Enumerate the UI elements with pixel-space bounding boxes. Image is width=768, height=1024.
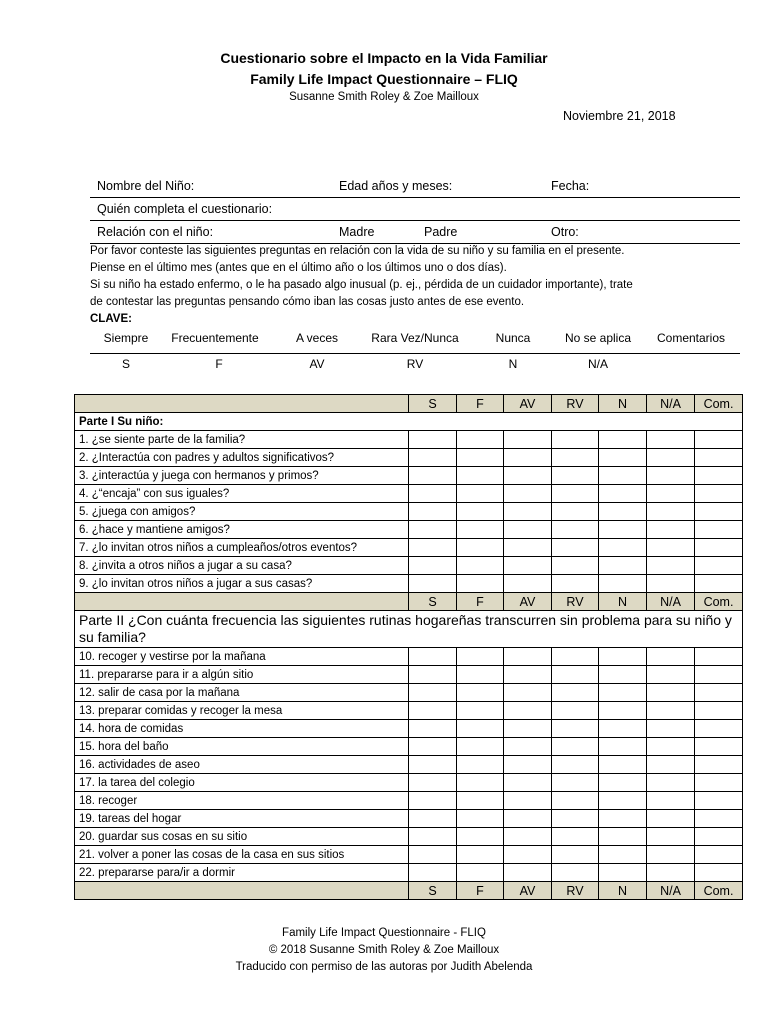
key-codes-row xyxy=(90,357,740,375)
section-title: Parte I Su niño: xyxy=(75,413,743,431)
instruction-line: Por favor conteste las siguientes preguntas en relación con la vida de su niño y su familia en el presente. xyxy=(90,245,625,257)
answer-cell[interactable] xyxy=(599,449,647,467)
answer-cell[interactable] xyxy=(599,521,647,539)
answer-cell[interactable] xyxy=(552,521,599,539)
question-row xyxy=(75,756,743,774)
answer-cell[interactable] xyxy=(599,575,647,593)
answer-cell[interactable] xyxy=(457,828,504,846)
question-row xyxy=(75,431,743,449)
answer-cell[interactable] xyxy=(457,756,504,774)
answer-cell[interactable] xyxy=(599,485,647,503)
answer-cell[interactable] xyxy=(647,810,695,828)
answer-cell[interactable] xyxy=(504,485,552,503)
key-code: F xyxy=(215,357,223,371)
answer-cell[interactable] xyxy=(457,485,504,503)
key-divider xyxy=(90,353,740,354)
answer-cell[interactable] xyxy=(409,774,457,792)
column-header-na: N/A xyxy=(647,882,695,900)
answer-cell[interactable] xyxy=(599,846,647,864)
column-header-s: S xyxy=(409,395,457,413)
key-code: AV xyxy=(309,357,325,371)
answer-cell[interactable] xyxy=(504,503,552,521)
question-text: 7. ¿lo invitan otros niños a cumpleaños/otros eventos? xyxy=(75,539,409,557)
footer-translation: Traducido con permiso de las autoras por Judith Abelenda xyxy=(235,961,533,973)
column-header-s: S xyxy=(409,882,457,900)
column-header-av: AV xyxy=(504,882,552,900)
answer-cell[interactable] xyxy=(409,503,457,521)
key-name: Rara Vez/Nunca xyxy=(371,331,459,345)
question-row xyxy=(75,738,743,756)
answer-cell[interactable] xyxy=(504,467,552,485)
question-text: 16. actividades de aseo xyxy=(75,756,409,774)
question-text: 18. recoger xyxy=(75,792,409,810)
answer-cell[interactable] xyxy=(409,467,457,485)
answer-cell[interactable] xyxy=(409,557,457,575)
answer-cell[interactable] xyxy=(409,575,457,593)
answer-cell[interactable] xyxy=(647,539,695,557)
answer-cell[interactable] xyxy=(457,575,504,593)
father-option: Padre xyxy=(424,225,458,239)
answer-cell[interactable] xyxy=(599,648,647,666)
answer-cell[interactable] xyxy=(695,521,743,539)
answer-cell[interactable] xyxy=(552,684,599,702)
answer-cell[interactable] xyxy=(552,485,599,503)
answer-cell[interactable] xyxy=(695,539,743,557)
question-text: 6. ¿hace y mantiene amigos? xyxy=(75,521,409,539)
column-header-com: Com. xyxy=(695,395,743,413)
questionnaire-table xyxy=(74,394,743,900)
answer-cell[interactable] xyxy=(552,557,599,575)
answer-cell[interactable] xyxy=(504,792,552,810)
question-row xyxy=(75,810,743,828)
instruction-line: Piense en el último mes (antes que en el último año o los últimos uno o dos días). xyxy=(90,262,507,274)
answer-cell[interactable] xyxy=(647,828,695,846)
answer-cell[interactable] xyxy=(409,666,457,684)
answer-cell[interactable] xyxy=(647,575,695,593)
answer-cell[interactable] xyxy=(552,702,599,720)
header-spacer xyxy=(75,882,409,900)
question-text: 13. preparar comidas y recoger la mesa xyxy=(75,702,409,720)
answer-cell[interactable] xyxy=(599,720,647,738)
question-text: 10. recoger y vestirse por la mañana xyxy=(75,648,409,666)
form-row-relation xyxy=(90,221,740,244)
title-spanish: Cuestionario sobre el Impacto en la Vida Familiar xyxy=(220,50,548,66)
column-header-av: AV xyxy=(504,593,552,611)
answer-cell[interactable] xyxy=(552,792,599,810)
instruction-line: Si su niño ha estado enfermo, o le ha pasado algo inusual (p. ej., pérdida de un cuidador importante), trate xyxy=(90,279,633,291)
answer-cell[interactable] xyxy=(695,810,743,828)
answer-cell[interactable] xyxy=(457,810,504,828)
answer-cell[interactable] xyxy=(599,431,647,449)
answer-cell[interactable] xyxy=(504,738,552,756)
question-text: 20. guardar sus cosas en su sitio xyxy=(75,828,409,846)
question-text: 1. ¿se siente parte de la familia? xyxy=(75,431,409,449)
answer-cell[interactable] xyxy=(504,449,552,467)
question-text: 22. prepararse para/ir a dormir xyxy=(75,864,409,882)
column-header-n: N xyxy=(599,395,647,413)
answer-cell[interactable] xyxy=(647,521,695,539)
footer xyxy=(0,925,768,976)
question-row xyxy=(75,828,743,846)
answer-cell[interactable] xyxy=(457,684,504,702)
answer-cell[interactable] xyxy=(457,521,504,539)
question-text: 21. volver a poner las cosas de la casa en sus sitios xyxy=(75,846,409,864)
answer-cell[interactable] xyxy=(695,449,743,467)
relation-label: Relación con el niño: xyxy=(97,225,214,239)
footer-copyright: © 2018 Susanne Smith Roley & Zoe Mailloux xyxy=(268,944,500,956)
question-row xyxy=(75,449,743,467)
answer-cell[interactable] xyxy=(457,648,504,666)
answer-cell[interactable] xyxy=(409,792,457,810)
completed-by-label: Quién completa el cuestionario: xyxy=(97,202,273,216)
answer-cell[interactable] xyxy=(457,738,504,756)
column-header-rv: RV xyxy=(552,395,599,413)
answer-cell[interactable] xyxy=(647,846,695,864)
question-text: 12. salir de casa por la mañana xyxy=(75,684,409,702)
answer-cell[interactable] xyxy=(647,503,695,521)
answer-cell[interactable] xyxy=(647,557,695,575)
question-row xyxy=(75,864,743,882)
answer-cell[interactable] xyxy=(647,666,695,684)
column-header-f: F xyxy=(457,395,504,413)
header-spacer xyxy=(75,395,409,413)
answer-cell[interactable] xyxy=(695,774,743,792)
answer-cell[interactable] xyxy=(552,720,599,738)
question-row xyxy=(75,702,743,720)
answer-cell[interactable] xyxy=(457,467,504,485)
answer-cell[interactable] xyxy=(457,449,504,467)
answer-cell[interactable] xyxy=(409,756,457,774)
answer-cell[interactable] xyxy=(552,539,599,557)
header-spacer xyxy=(75,593,409,611)
answer-cell[interactable] xyxy=(552,846,599,864)
answer-cell[interactable] xyxy=(409,702,457,720)
answer-cell[interactable] xyxy=(504,756,552,774)
answer-cell[interactable] xyxy=(647,792,695,810)
answer-cell[interactable] xyxy=(599,539,647,557)
answer-cell[interactable] xyxy=(504,774,552,792)
answer-cell[interactable] xyxy=(504,539,552,557)
answer-cell[interactable] xyxy=(647,864,695,882)
answer-cell[interactable] xyxy=(695,828,743,846)
other-option: Otro: xyxy=(551,225,579,239)
answer-cell[interactable] xyxy=(552,774,599,792)
answer-cell[interactable] xyxy=(457,846,504,864)
form-fields xyxy=(90,175,740,244)
question-row xyxy=(75,846,743,864)
key-name: Nunca xyxy=(495,331,531,345)
answer-cell[interactable] xyxy=(409,864,457,882)
key-name: Comentarios xyxy=(656,331,726,345)
answer-cell[interactable] xyxy=(409,539,457,557)
answer-cell[interactable] xyxy=(647,431,695,449)
answer-cell[interactable] xyxy=(552,864,599,882)
answer-cell[interactable] xyxy=(504,828,552,846)
answer-cell[interactable] xyxy=(647,774,695,792)
answer-cell[interactable] xyxy=(647,684,695,702)
answer-cell[interactable] xyxy=(409,648,457,666)
question-text: 14. hora de comidas xyxy=(75,720,409,738)
answer-cell[interactable] xyxy=(599,756,647,774)
answer-cell[interactable] xyxy=(457,666,504,684)
answer-cell[interactable] xyxy=(409,684,457,702)
question-text: 9. ¿lo invitan otros niños a jugar a sus casas? xyxy=(75,575,409,593)
answer-cell[interactable] xyxy=(409,431,457,449)
question-row xyxy=(75,575,743,593)
answer-cell[interactable] xyxy=(552,575,599,593)
column-header-com: Com. xyxy=(695,882,743,900)
question-text: 17. la tarea del colegio xyxy=(75,774,409,792)
answer-cell[interactable] xyxy=(504,702,552,720)
answer-cell[interactable] xyxy=(504,557,552,575)
answer-cell[interactable] xyxy=(695,846,743,864)
answer-cell[interactable] xyxy=(647,467,695,485)
answer-cell[interactable] xyxy=(695,720,743,738)
instruction-line: de contestar las preguntas pensando cómo iban las cosas justo antes de ese evento. xyxy=(90,296,525,308)
answer-cell[interactable] xyxy=(552,648,599,666)
question-text: 19. tareas del hogar xyxy=(75,810,409,828)
column-header-av: AV xyxy=(504,395,552,413)
answer-cell[interactable] xyxy=(599,738,647,756)
answer-cell[interactable] xyxy=(552,449,599,467)
answer-cell[interactable] xyxy=(552,756,599,774)
answer-cell[interactable] xyxy=(599,684,647,702)
section-title-row xyxy=(75,611,743,648)
child-name-label: Nombre del Niño: xyxy=(97,179,195,193)
question-row xyxy=(75,792,743,810)
answer-cell[interactable] xyxy=(409,449,457,467)
answer-cell[interactable] xyxy=(457,539,504,557)
answer-cell[interactable] xyxy=(457,720,504,738)
answer-cell[interactable] xyxy=(695,431,743,449)
section-title-row xyxy=(75,413,743,431)
answer-cell[interactable] xyxy=(599,503,647,521)
answer-cell[interactable] xyxy=(409,846,457,864)
answer-cell[interactable] xyxy=(552,810,599,828)
authors: Susanne Smith Roley & Zoe Mailloux xyxy=(289,91,479,103)
answer-cell[interactable] xyxy=(504,648,552,666)
answer-cell[interactable] xyxy=(599,828,647,846)
document-date: Noviembre 21, 2018 xyxy=(563,109,676,123)
answer-cell[interactable] xyxy=(695,666,743,684)
answer-cell[interactable] xyxy=(504,810,552,828)
answer-cell[interactable] xyxy=(504,521,552,539)
answer-cell[interactable] xyxy=(599,467,647,485)
footer-title: Family Life Impact Questionnaire - FLIQ xyxy=(282,927,486,939)
question-text: 4. ¿“encaja” con sus iguales? xyxy=(75,485,409,503)
answer-cell[interactable] xyxy=(504,575,552,593)
answer-cell[interactable] xyxy=(647,756,695,774)
answer-cell[interactable] xyxy=(504,431,552,449)
question-row xyxy=(75,684,743,702)
answer-cell[interactable] xyxy=(695,485,743,503)
answer-cell[interactable] xyxy=(695,575,743,593)
column-header-row xyxy=(75,882,743,900)
question-row xyxy=(75,485,743,503)
age-label: Edad años y meses: xyxy=(339,179,453,193)
date-label: Fecha: xyxy=(551,179,590,193)
answer-cell[interactable] xyxy=(695,467,743,485)
key-name: A veces xyxy=(295,331,339,345)
column-header-s: S xyxy=(409,593,457,611)
key-names-row xyxy=(90,331,740,349)
answer-cell[interactable] xyxy=(504,846,552,864)
answer-cell[interactable] xyxy=(647,449,695,467)
section-title: Parte II ¿Con cuánta frecuencia las siguientes rutinas hogareñas transcurren sin problema para su niño y su familia? xyxy=(75,611,743,648)
answer-cell[interactable] xyxy=(552,738,599,756)
question-text: 15. hora del baño xyxy=(75,738,409,756)
answer-cell[interactable] xyxy=(647,738,695,756)
title-english: Family Life Impact Questionnaire – FLIQ xyxy=(250,71,518,87)
answer-cell[interactable] xyxy=(409,521,457,539)
answer-cell[interactable] xyxy=(409,828,457,846)
answer-cell[interactable] xyxy=(599,702,647,720)
key-code: S xyxy=(121,357,131,371)
answer-cell[interactable] xyxy=(552,666,599,684)
answer-cell[interactable] xyxy=(695,648,743,666)
answer-cell[interactable] xyxy=(504,720,552,738)
column-header-rv: RV xyxy=(552,882,599,900)
answer-cell[interactable] xyxy=(647,648,695,666)
key-code: N/A xyxy=(587,357,609,371)
key-label: CLAVE: xyxy=(90,313,132,325)
column-header-f: F xyxy=(457,882,504,900)
answer-cell[interactable] xyxy=(647,702,695,720)
answer-cell[interactable] xyxy=(409,738,457,756)
column-header-n: N xyxy=(599,882,647,900)
answer-cell[interactable] xyxy=(457,702,504,720)
answer-cell[interactable] xyxy=(695,557,743,575)
mother-option: Madre xyxy=(339,225,375,239)
answer-cell[interactable] xyxy=(599,666,647,684)
question-text: 2. ¿Interactúa con padres y adultos significativos? xyxy=(75,449,409,467)
question-row xyxy=(75,503,743,521)
answer-cell[interactable] xyxy=(695,756,743,774)
answer-cell[interactable] xyxy=(504,864,552,882)
answer-cell[interactable] xyxy=(457,774,504,792)
question-text: 3. ¿interactúa y juega con hermanos y primos? xyxy=(75,467,409,485)
answer-cell[interactable] xyxy=(695,503,743,521)
instructions xyxy=(90,243,750,328)
key-name: No se aplica xyxy=(564,331,632,345)
form-row-completed-by xyxy=(90,198,740,221)
answer-cell[interactable] xyxy=(457,792,504,810)
answer-cell[interactable] xyxy=(457,503,504,521)
answer-cell[interactable] xyxy=(457,431,504,449)
answer-cell[interactable] xyxy=(695,684,743,702)
question-row xyxy=(75,666,743,684)
question-text: 8. ¿invita a otros niños a jugar a su casa? xyxy=(75,557,409,575)
question-row xyxy=(75,774,743,792)
form-row-name xyxy=(90,175,740,198)
answer-cell[interactable] xyxy=(599,774,647,792)
rating-key xyxy=(90,331,740,375)
answer-cell[interactable] xyxy=(695,792,743,810)
column-header-f: F xyxy=(457,593,504,611)
answer-cell[interactable] xyxy=(599,792,647,810)
answer-cell[interactable] xyxy=(457,864,504,882)
answer-cell[interactable] xyxy=(647,485,695,503)
answer-cell[interactable] xyxy=(457,557,504,575)
column-header-n: N xyxy=(599,593,647,611)
answer-cell[interactable] xyxy=(552,503,599,521)
question-text: 5. ¿juega con amigos? xyxy=(75,503,409,521)
answer-cell[interactable] xyxy=(409,810,457,828)
answer-cell[interactable] xyxy=(647,720,695,738)
answer-cell[interactable] xyxy=(409,720,457,738)
key-name: Frecuentemente xyxy=(171,331,259,345)
column-header-row xyxy=(75,395,743,413)
answer-cell[interactable] xyxy=(409,485,457,503)
key-name: Siempre xyxy=(103,331,149,345)
column-header-na: N/A xyxy=(647,593,695,611)
answer-cell[interactable] xyxy=(599,557,647,575)
question-row xyxy=(75,521,743,539)
answer-cell[interactable] xyxy=(695,864,743,882)
question-row xyxy=(75,648,743,666)
answer-cell[interactable] xyxy=(695,738,743,756)
column-header-rv: RV xyxy=(552,593,599,611)
answer-cell[interactable] xyxy=(599,864,647,882)
answer-cell[interactable] xyxy=(695,702,743,720)
answer-cell[interactable] xyxy=(552,828,599,846)
answer-cell[interactable] xyxy=(552,467,599,485)
answer-cell[interactable] xyxy=(552,431,599,449)
key-code: RV xyxy=(406,357,424,371)
answer-cell[interactable] xyxy=(599,810,647,828)
question-row xyxy=(75,720,743,738)
column-header-na: N/A xyxy=(647,395,695,413)
answer-cell[interactable] xyxy=(504,684,552,702)
key-code: N xyxy=(508,357,518,371)
answer-cell[interactable] xyxy=(504,666,552,684)
question-text: 11. prepararse para ir a algún sitio xyxy=(75,666,409,684)
column-header-row xyxy=(75,593,743,611)
question-row xyxy=(75,467,743,485)
question-row xyxy=(75,539,743,557)
question-row xyxy=(75,557,743,575)
column-header-com: Com. xyxy=(695,593,743,611)
